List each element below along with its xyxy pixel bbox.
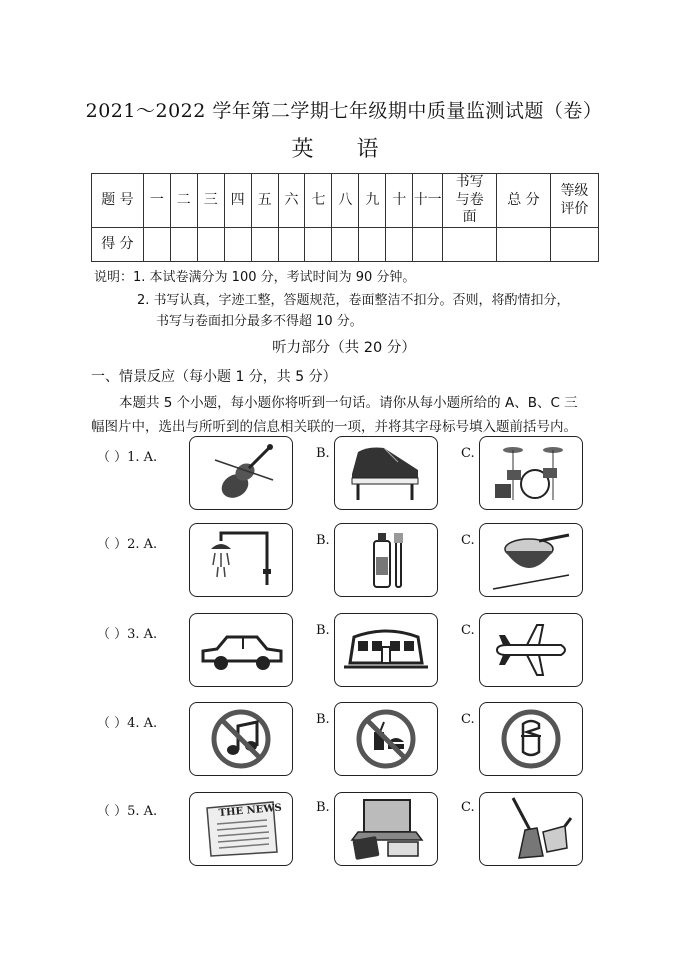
score-header-cell: 二 (170, 174, 197, 228)
score-header-cell: 八 (332, 174, 359, 228)
score-header-cell: 六 (278, 174, 305, 228)
score-cell[interactable] (497, 228, 551, 262)
drums-icon (483, 440, 579, 506)
question-4-label: （ ）4. A. (97, 716, 158, 731)
score-table (91, 173, 599, 262)
train-icon (338, 617, 434, 683)
score-header-cell: 一 (143, 174, 170, 228)
score-cell[interactable] (550, 228, 598, 262)
question-3-label: （ ）3. A. (97, 627, 158, 642)
score-header-cell: 总 分 (497, 174, 551, 228)
option-1a-picture[interactable] (189, 436, 293, 510)
no-talking-icon (483, 706, 579, 772)
score-cell[interactable] (197, 228, 224, 262)
score-header-cell: 书写与卷面 (443, 174, 497, 228)
option-4c-picture[interactable] (479, 702, 583, 776)
score-cell[interactable] (386, 228, 413, 262)
airplane-icon (483, 617, 579, 683)
score-cell[interactable] (413, 228, 443, 262)
piano-icon (338, 440, 434, 506)
score-header-cell: 十 (386, 174, 413, 228)
option-1c-picture[interactable] (479, 436, 583, 510)
option-2c-picture[interactable] (479, 523, 583, 597)
score-header-cell: 七 (305, 174, 332, 228)
option-1c-label: C. (461, 446, 475, 461)
score-cell[interactable] (305, 228, 332, 262)
option-1b-label: B. (316, 446, 330, 461)
option-1b-picture[interactable] (334, 436, 438, 510)
score-cell[interactable] (443, 228, 497, 262)
score-cell[interactable] (332, 228, 359, 262)
exam-note-line-2: 2. 书写认真，字迹工整，答题规范，卷面整洁不扣分。否则，将酌情扣分， (137, 293, 570, 308)
score-header-cell: 五 (251, 174, 278, 228)
option-5b-label: B. (316, 800, 330, 815)
option-5a-picture[interactable] (189, 792, 293, 866)
car-icon (193, 617, 289, 683)
shower-icon (193, 527, 289, 593)
score-cell[interactable] (143, 228, 170, 262)
option-5b-picture[interactable] (334, 792, 438, 866)
score-cell[interactable] (251, 228, 278, 262)
option-2c-label: C. (461, 533, 475, 548)
score-header-cell: 十一 (413, 174, 443, 228)
newspaper-masthead: THE NEWS (218, 802, 283, 819)
part-one-heading: 一、情景反应（每小题 1 分，共 5 分） (91, 369, 337, 385)
exam-title: 2021～2022 学年第二学期七年级期中质量监测试题（卷） (85, 100, 603, 122)
rice-bowl-icon (483, 527, 579, 593)
score-header-cell: 等级评价 (550, 174, 598, 228)
option-3c-picture[interactable] (479, 613, 583, 687)
instruction-line-2: 幅图片中，选出与所听到的信息相关联的一项，并将其字母标号填入题前括号内。 (91, 419, 577, 435)
score-header-cell: 四 (224, 174, 251, 228)
no-food-icon (338, 706, 434, 772)
option-3b-label: B. (316, 623, 330, 638)
option-3a-picture[interactable] (189, 613, 293, 687)
violin-icon (193, 440, 289, 506)
option-2b-label: B. (316, 533, 330, 548)
score-header-cell: 三 (197, 174, 224, 228)
laptop-icon (338, 796, 434, 862)
score-cell[interactable] (170, 228, 197, 262)
toothpaste-icon (338, 527, 434, 593)
score-cell[interactable] (278, 228, 305, 262)
score-row-label: 得 分 (92, 228, 144, 262)
question-1-label: （ ）1. A. (97, 450, 158, 465)
option-4b-label: B. (316, 712, 330, 727)
subject-title: 英 语 (291, 137, 397, 162)
score-header-cell: 九 (359, 174, 386, 228)
option-5c-label: C. (461, 800, 475, 815)
option-2a-picture[interactable] (189, 523, 293, 597)
question-5-label: （ ）5. A. (97, 804, 158, 819)
listening-section-title: 听力部分（共 20 分） (272, 340, 416, 356)
exam-note-line-1: 说明：1. 本试卷满分为 100 分，考试时间为 90 分钟。 (94, 270, 416, 285)
broom-icon (483, 796, 579, 862)
score-table-header-row (92, 174, 599, 228)
newspaper-icon (193, 796, 289, 862)
question-2-label: （ ）2. A. (97, 537, 158, 552)
option-4c-label: C. (461, 712, 475, 727)
exam-note-line-3: 书写与卷面扣分最多不得超 10 分。 (156, 314, 363, 329)
instruction-line-1: 本题共 5 个小题，每小题你将听到一句话。请你从每小题所给的 A、B、C 三 (119, 395, 578, 411)
option-3c-label: C. (461, 623, 475, 638)
score-cell[interactable] (224, 228, 251, 262)
option-5c-picture[interactable] (479, 792, 583, 866)
option-4b-picture[interactable] (334, 702, 438, 776)
option-2b-picture[interactable] (334, 523, 438, 597)
score-table-score-row (92, 228, 599, 262)
score-header-cell: 题 号 (92, 174, 144, 228)
option-3b-picture[interactable] (334, 613, 438, 687)
score-cell[interactable] (359, 228, 386, 262)
option-4a-picture[interactable] (189, 702, 293, 776)
no-music-icon (193, 706, 289, 772)
